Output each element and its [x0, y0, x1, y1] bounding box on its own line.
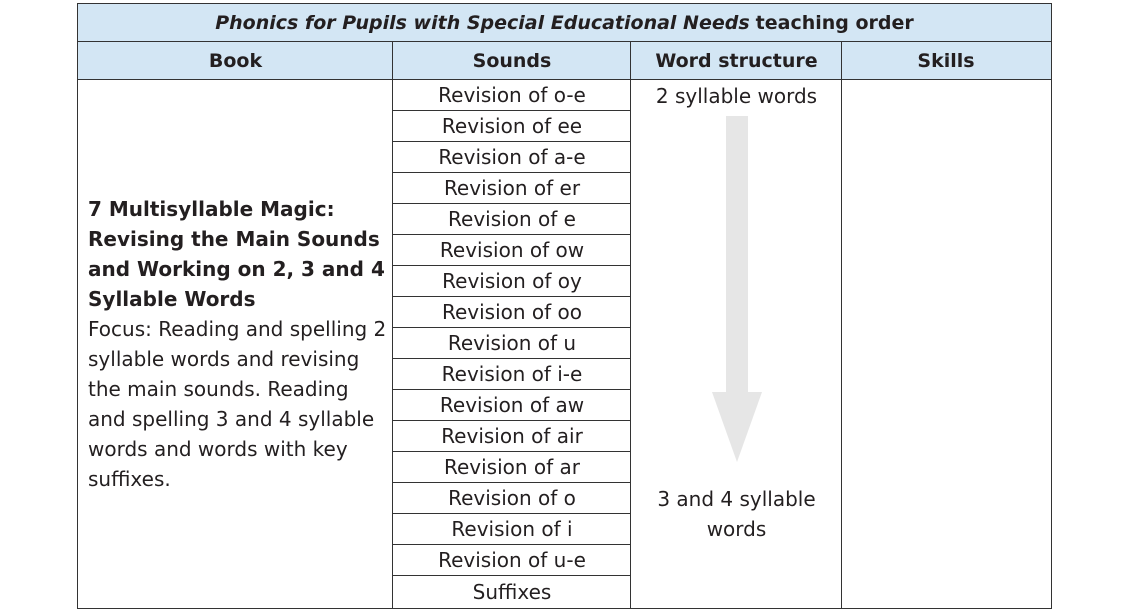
column-header-skills: Skills	[917, 49, 975, 72]
sound-item: Revision of oo	[393, 297, 631, 328]
sound-item: Revision of o	[393, 483, 631, 514]
sound-item: Revision of ow	[393, 235, 631, 266]
sound-item: Revision of air	[393, 421, 631, 452]
sound-item: Revision of i-e	[393, 359, 631, 390]
sound-item: Revision of a-e	[393, 142, 631, 173]
sound-item: Revision of er	[393, 173, 631, 204]
column-header-word-structure: Word structure	[655, 49, 818, 72]
sound-item: Suffixes	[472, 579, 552, 604]
sound-item: Revision of i	[393, 514, 631, 545]
sound-item: Revision of ee	[393, 111, 631, 142]
sound-item: Revision of oy	[393, 266, 631, 297]
word-structure-end: 3 and 4 syllable words	[657, 487, 816, 541]
table-title-series: Phonics for Pupils with Special Educational Needs	[215, 11, 750, 34]
skills-cell	[842, 80, 1050, 608]
table-title	[78, 4, 1051, 42]
teaching-order-table	[77, 3, 1052, 609]
table-title-suffix: teaching order	[755, 11, 914, 34]
word-structure-column	[631, 80, 842, 608]
book-focus: Focus: Reading and spelling 2 syllable words and revising the main sounds. Reading and spelling 3 and 4 syllable words and words with key suffixes.	[88, 317, 387, 491]
column-header-sounds: Sounds	[472, 49, 552, 72]
book-cell	[78, 80, 393, 608]
word-structure-start: 2 syllable words	[655, 84, 818, 108]
sound-item: Revision of e	[393, 204, 631, 235]
sound-item: Revision of u-e	[393, 545, 631, 576]
column-header-row	[78, 42, 1051, 80]
sound-item: Revision of aw	[393, 390, 631, 421]
sound-item: Revision of ar	[393, 452, 631, 483]
sound-item: Revision of u	[393, 328, 631, 359]
book-title: 7 Multisyllable Magic: Revising the Main Sounds and Working on 2, 3 and 4 Syllable Words	[88, 197, 385, 311]
sound-item: Revision of o-e	[393, 80, 631, 111]
progression-arrow-icon	[631, 116, 842, 466]
sounds-column	[393, 80, 631, 608]
column-header-book: Book	[208, 49, 263, 72]
